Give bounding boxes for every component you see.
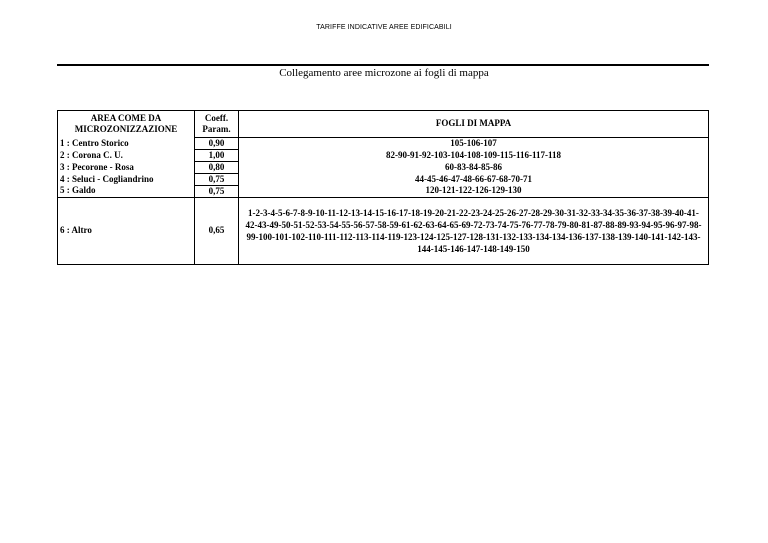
coef-cell: 0,75 [195, 173, 239, 185]
header-coef [195, 111, 239, 138]
microzone-table [57, 110, 709, 265]
area-cell: 5 : Galdo [58, 185, 195, 197]
area-cell: 3 : Pecorone - Rosa [58, 161, 195, 173]
table-row [58, 149, 709, 161]
coef-cell: 1,00 [195, 149, 239, 161]
fogli-cell: 1-2-3-4-5-6-7-8-9-10-11-12-13-14-15-16-17-18-19-20-21-22-23-24-25-26-27-28-29-30-31-32-33-34-35-36-37-38-39-40-41-42-43-49-50-51-52-53-54-55-56-57-58-59-61-62-63-64-65-69-72-73-74-75-76-77-78-79-80-81-87-88-89-93-94-95-96-97-98-99-100-101-102-110-111-112-113-114-119-123-124-125-127-128-131-132-133-134-134-136-137-138-139-140-141-142-143-144-145-146-147-148-149-150 [239, 197, 709, 264]
subtitle: Collegamento aree microzone ai fogli di mappa [279, 67, 489, 79]
header-coef-line2: Param. [202, 123, 231, 134]
table-row [58, 173, 709, 185]
area-cell: 1 : Centro Storico [58, 137, 195, 149]
header-area-line2: MICROZONIZZAZIONE [74, 124, 178, 134]
fogli-cell: 60-83-84-85-86 [239, 161, 709, 173]
table-header-row [58, 111, 709, 138]
table-row [58, 161, 709, 173]
coef-cell: 0,65 [195, 197, 239, 264]
header-coef-line1: Coeff. [204, 112, 229, 123]
fogli-cell: 44-45-46-47-48-66-67-68-70-71 [239, 173, 709, 185]
coef-cell: 0,90 [195, 137, 239, 149]
header-area-line1: AREA COME DA [90, 113, 162, 123]
area-cell: 6 : Altro [58, 197, 195, 264]
header-fogli: FOGLI DI MAPPA [239, 111, 709, 138]
area-cell: 2 : Corona C. U. [58, 149, 195, 161]
coef-cell: 0,80 [195, 161, 239, 173]
table-row [58, 137, 709, 149]
table-row [58, 185, 709, 197]
page-header: TARIFFE INDICATIVE AREE EDIFICABILI [316, 24, 452, 31]
table-row [58, 197, 709, 264]
fogli-cell: 105-106-107 [239, 137, 709, 149]
fogli-cell: 82-90-91-92-103-104-108-109-115-116-117-118 [239, 149, 709, 161]
area-cell: 4 : Seluci - Cogliandrino [58, 173, 195, 185]
fogli-cell: 120-121-122-126-129-130 [239, 185, 709, 197]
coef-cell: 0,75 [195, 185, 239, 197]
header-rule [57, 64, 709, 66]
header-area [58, 111, 195, 138]
